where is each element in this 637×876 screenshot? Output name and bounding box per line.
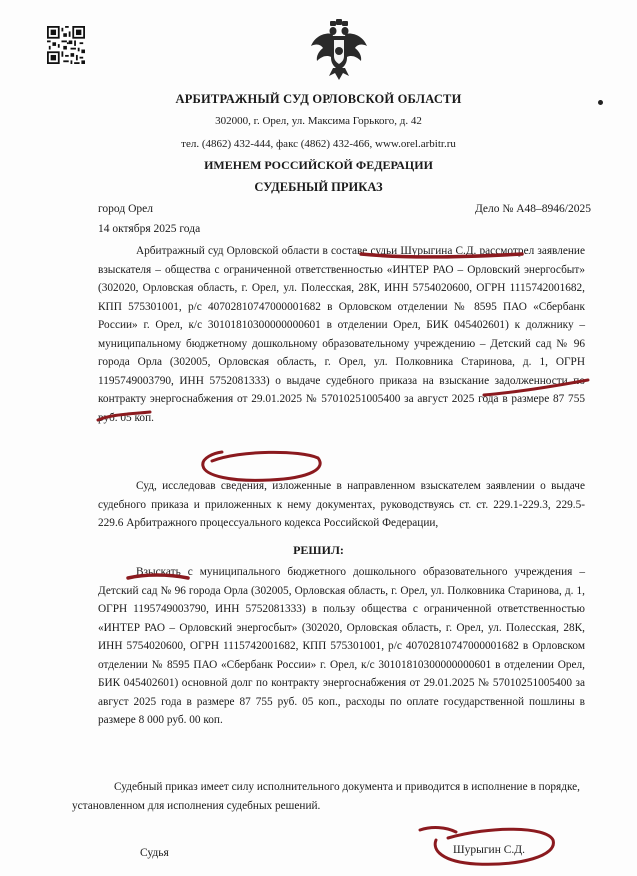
court-contacts: тел. (4862) 432-444, факс (4862) 432-466, www.orel.arbitr.ru <box>181 138 456 150</box>
court-address: 302000, г. Орел, ул. Максима Горького, д. 42 <box>215 115 422 127</box>
judge-label: Судья <box>140 847 169 859</box>
decided-heading: РЕШИЛ: <box>293 543 344 557</box>
case-number: Дело № А48–8946/2025 <box>474 203 591 215</box>
on-behalf-line: ИМЕНЕМ РОССИЙСКОЙ ФЕДЕРАЦИИ <box>204 158 433 172</box>
document-title: СУДЕБНЫЙ ПРИКАЗ <box>254 180 383 194</box>
qr-code-icon <box>47 26 85 64</box>
court-name: АРБИТРАЖНЫЙ СУД ОРЛОВСКОЙ ОБЛАСТИ <box>175 92 462 106</box>
city: город Орел <box>98 203 153 215</box>
signature-stroke <box>420 828 456 832</box>
judge-name: Шурыгин С.Д. <box>453 844 525 856</box>
stray-dot <box>598 100 603 105</box>
paragraph-claim: Арбитражный суд Орловской области в составе судьи Шурыгина С.Д. рассмотрел заявление взыскателя – общества с ограниченной ответственностью «ИНТЕР РАО – Орловский энергосбыт» (302020, Орловская область, г. Орел, ул. Полесская, 28К, ИНН 5754020600, ОГРН 1115742001682, КПП 575301001, р/с 40702810747000001682 в Орловском отделении № 8595 ПАО «Сбербанк России» г. Орел, к/с 30101810300000000601 в отделении Орел, БИК 045402601) к должнику – муниципальному бюджетному дошкольному образовательному учреждению – Детский сад № 96 города Орла (302005, Орловская область, г. Орел, ул. Полковника Старинова, д. 1, ОГРН 1195749003790, ИНН 5752081333) о выдаче судебного приказа на взыскание задолженности по контракту энергоснабжения от 29.01.2025 № 57010251005400 за август 2025 года в размере 87 755 руб. 05 коп. <box>98 245 585 424</box>
paragraph-ruling: Взыскать с муниципального бюджетного дошкольного образовательного учреждения – Детский сад № 96 города Орла (302005, Орловская область, г. Орел, ул. Полковника Старинова, д. 1, ОГРН 1195749003790, ИНН 5752081333) в пользу общества с ограниченной ответственностью «ИНТЕР РАО – Орловский энергосбыт» (302020, Орловская область, г. Орел, ул. Полесская, 28К, ИНН 5754020600, ОГРН 1115742001682, КПП 575301001, р/с 40702810747000001682 в Орловском отделении № 8595 ПАО «Сбербанк России» г. Орел, к/с 30101810300000000601 в отделении Орел, БИК 045402601) основной долг по контракту энергоснабжения от 29.01.2025 № 57010251005400 за август 2025 года в размере 87 755 руб. 05 коп., расходы по оплате государственной пошлины в размере 8 000 руб. 00 коп. <box>98 566 585 726</box>
coat-of-arms-emblem <box>307 18 371 82</box>
paragraph-grounds: Суд, исследовав сведения, изложенные в направленном взыскателем заявлении о выдаче судебного приказа и приложенных к нему документах, руководствуясь ст. ст. 229.1-229.3, 229.5-229.6 Арбитражного процессуального кодекса Российской Федерации, <box>98 480 585 529</box>
paragraph-enforcement: Судебный приказ имеет силу исполнительного документа и приводится в исполнение в порядке, установленном для исполнения судебных решений. <box>72 781 580 812</box>
order-date: 14 октября 2025 года <box>98 223 201 235</box>
